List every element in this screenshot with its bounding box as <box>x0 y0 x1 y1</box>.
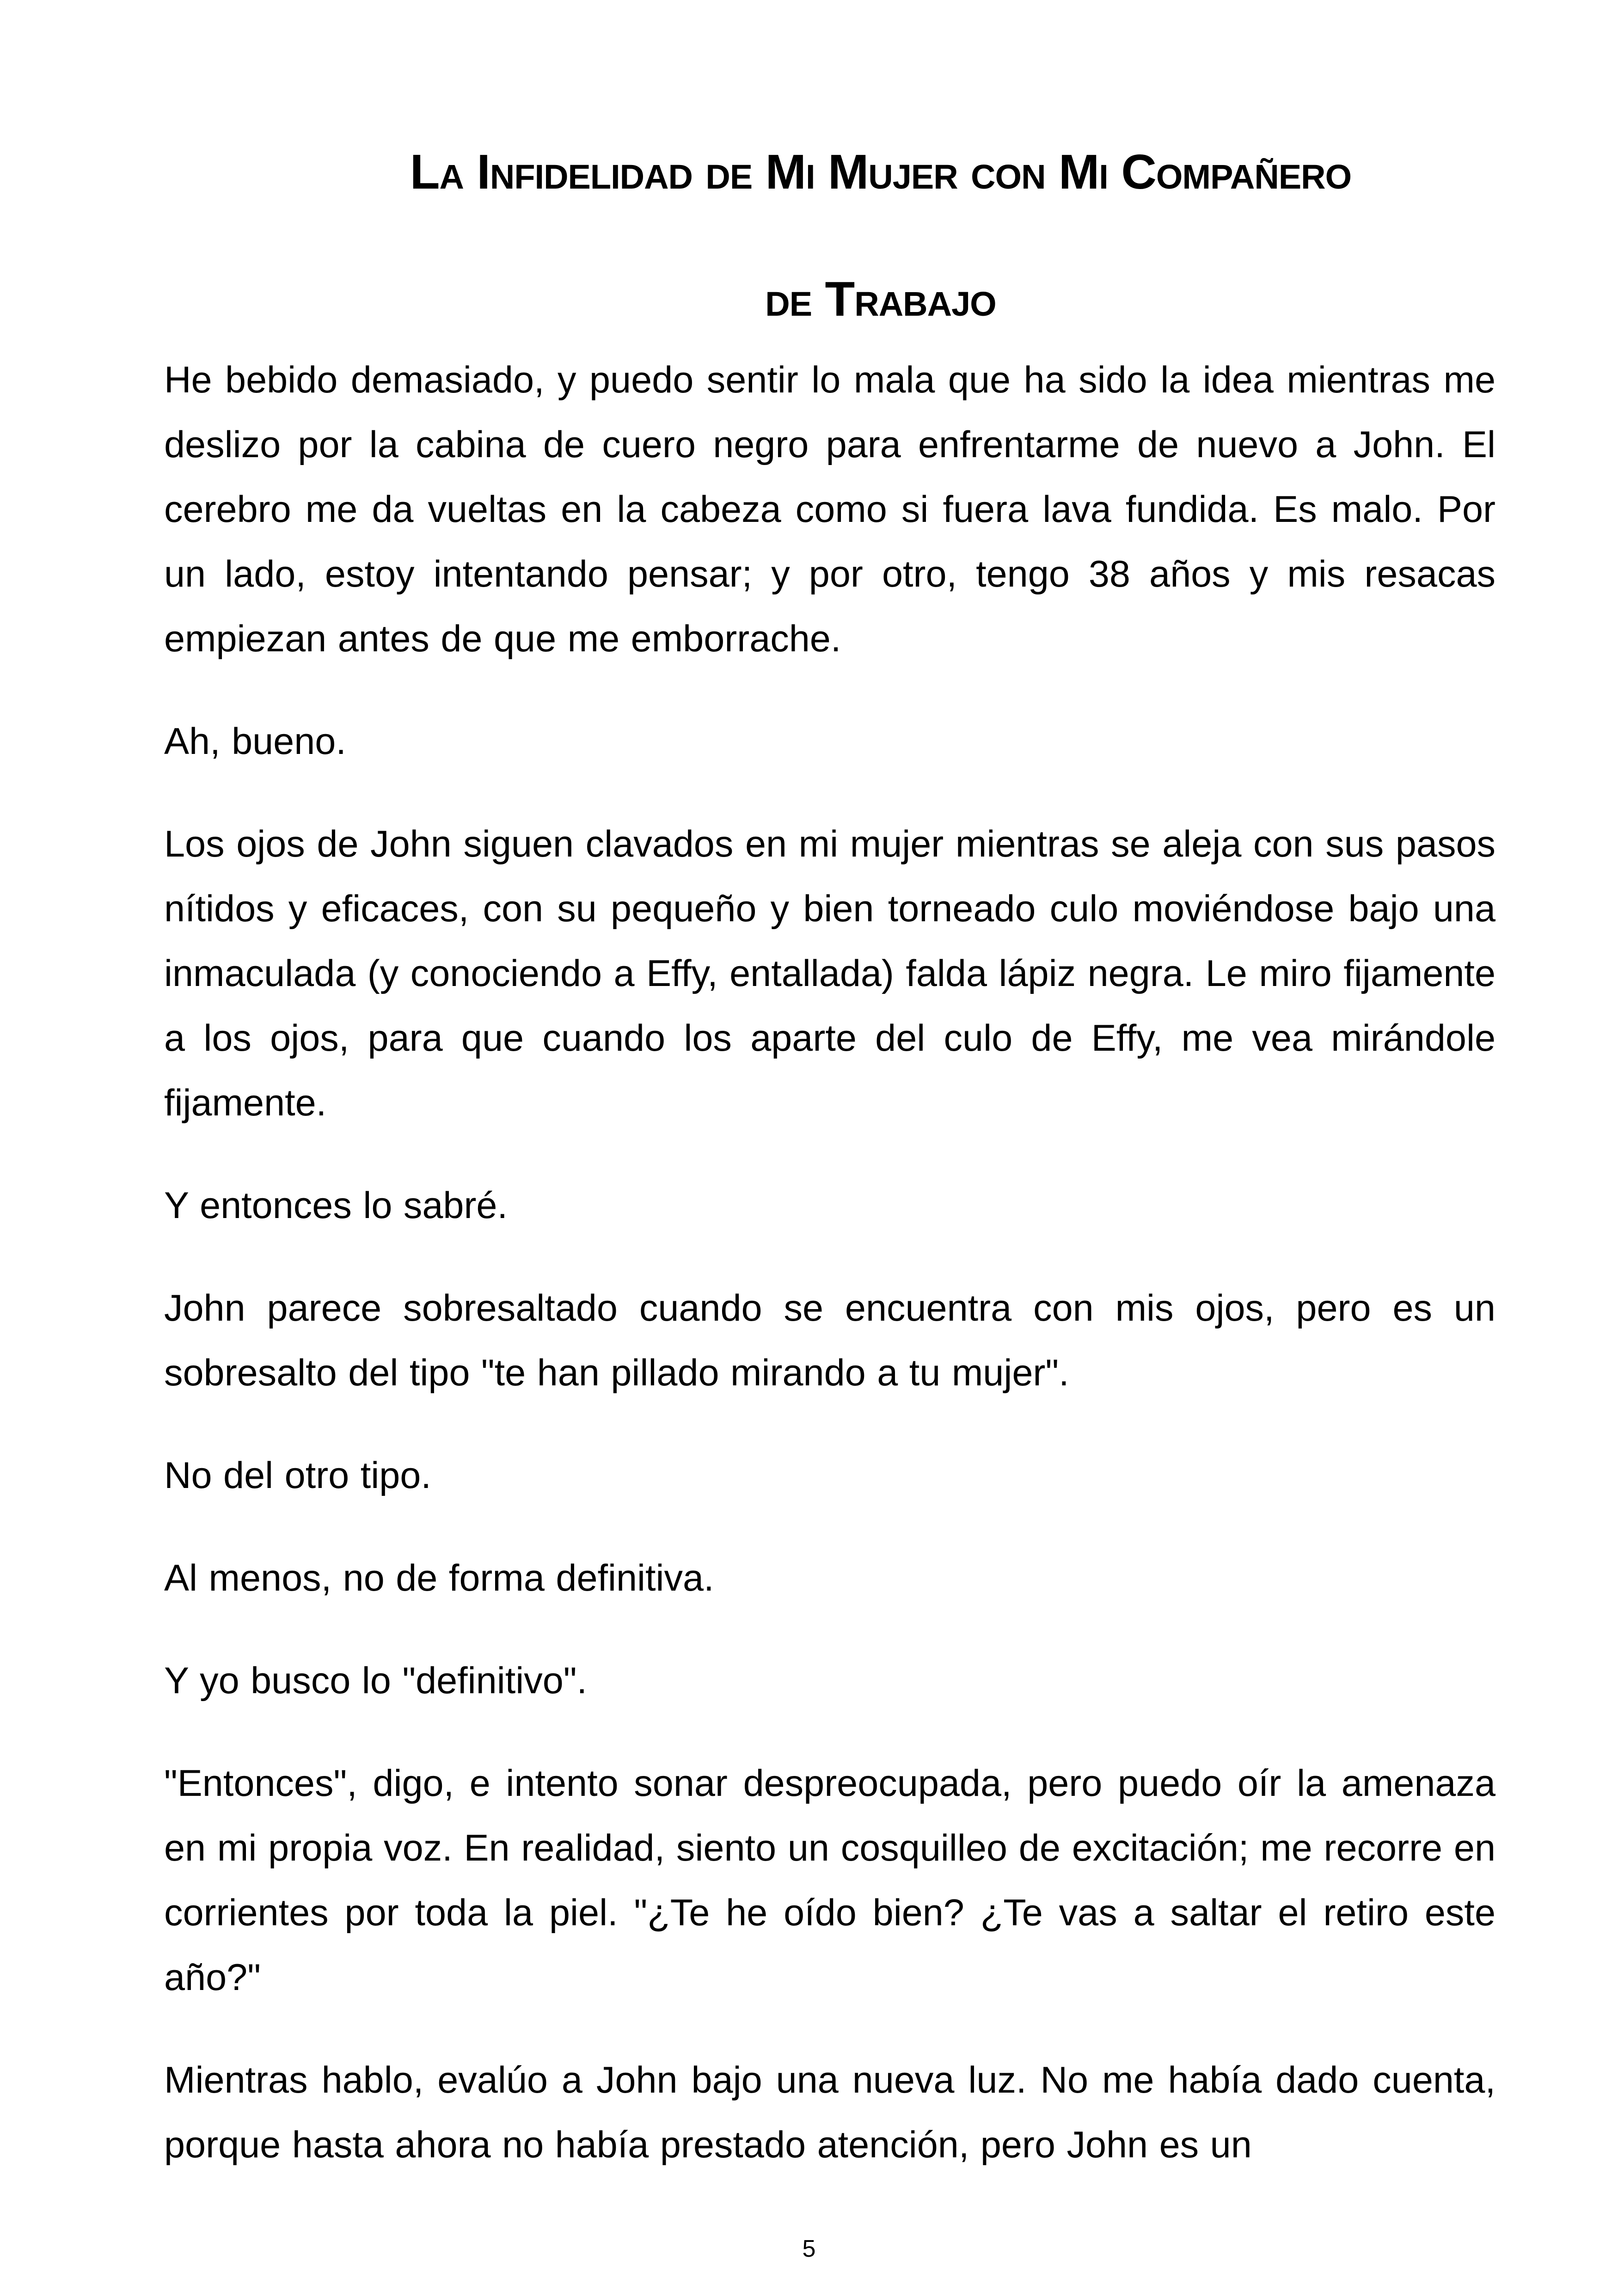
paragraph: Los ojos de John siguen clavados en mi mujer mientras se aleja con sus pasos nítidos y eficaces, con su pequeño y bien torneado culo moviéndose bajo una inmaculada (y conociendo a Effy, entallada) falda lápiz negra. Le miro fijamente a los ojos, para que cuando los aparte del culo de Effy, me vea mirándole fijamente. <box>164 823 1495 1124</box>
chapter-title-line-2: de Trabajo <box>765 272 996 326</box>
body-text <box>164 348 1495 2215</box>
chapter-title <box>166 109 1498 363</box>
page-number: 5 <box>802 2235 816 2262</box>
paragraph: He bebido demasiado, y puedo sentir lo mala que ha sido la idea mientras me deslizo por la cabina de cuero negro para enfrentarme de nuevo a John. El cerebro me da vueltas en la cabeza como si fuera lava fundida. Es malo. Por un lado, estoy intentando pensar; y por otro, tengo 38 años y mis resacas empiezan antes de que me emborrache. <box>164 359 1495 660</box>
paragraph: "Entonces", digo, e intento sonar despreocupada, pero puedo oír la amenaza en mi propia voz. En realidad, siento un cosquilleo de excitación; me recorre en corrientes por toda la piel. "¿Te he oído bien? ¿Te vas a saltar el retiro este año?" <box>164 1763 1495 1998</box>
paragraph: Al menos, no de forma definitiva. <box>164 1557 714 1599</box>
chapter-title-line-1: La Infidelidad de Mi Mujer con Mi Compañero <box>410 145 1352 199</box>
paragraph: John parece sobresaltado cuando se encuentra con mis ojos, pero es un sobresalto del tipo "te han pillado mirando a tu mujer". <box>164 1287 1495 1394</box>
paragraph: No del otro tipo. <box>164 1455 431 1496</box>
paragraph: Y yo busco lo "definitivo". <box>164 1660 588 1702</box>
paragraph: Mientras hablo, evalúo a John bajo una nueva luz. No me había dado cuenta, porque hasta ahora no había prestado atención, pero John es un <box>164 2059 1495 2166</box>
paragraph: Ah, bueno. <box>164 721 346 762</box>
paragraph: Y entonces lo sabré. <box>164 1185 508 1226</box>
